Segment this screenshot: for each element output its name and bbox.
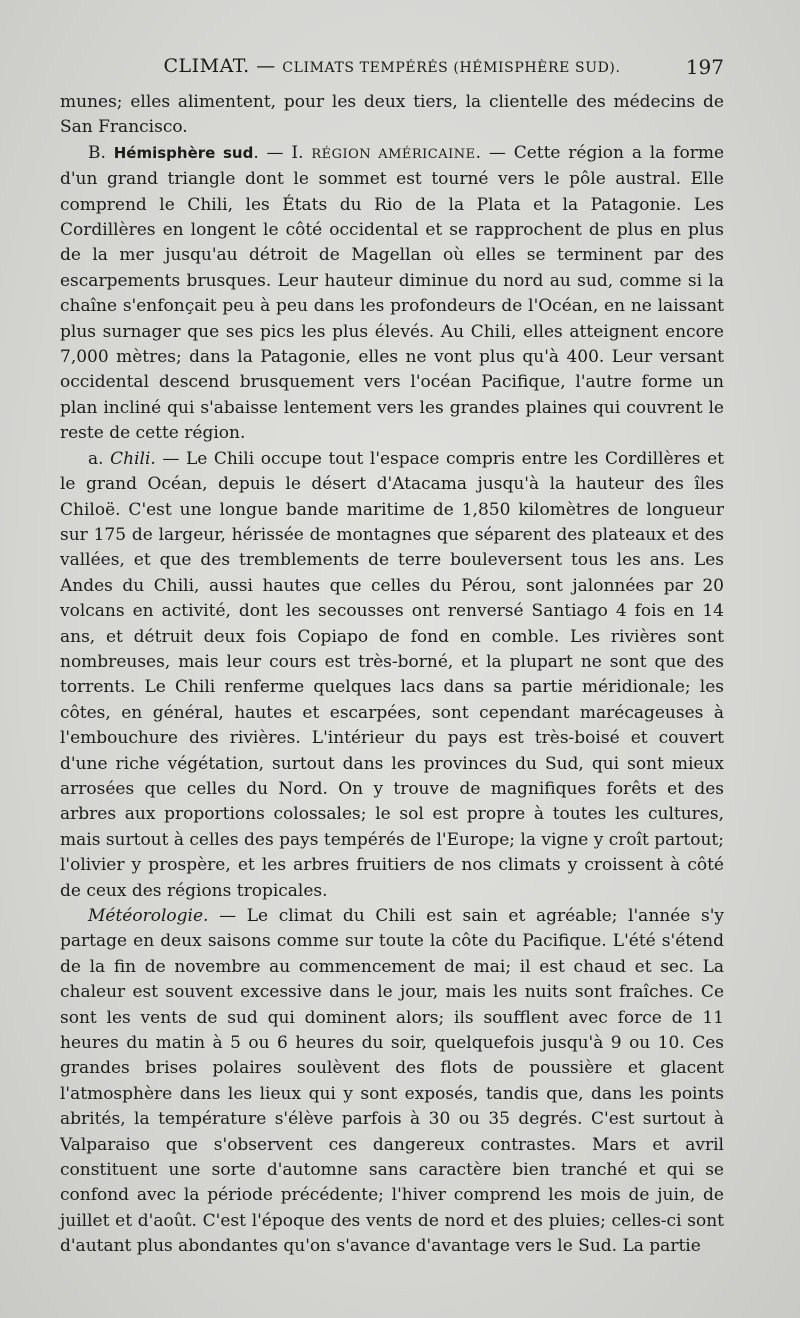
running-head-subtitle: CLIMATS TEMPÉRÉS (HÉMISPHÈRE SUD). [282,60,621,76]
section-separator: . — I. [253,142,312,163]
paragraph-1: munes; elles alimentent, pour les deux tiers, la clientelle des médecins de San Francisco. [60,92,724,138]
section-heading: Hémisphère sud [113,143,254,162]
running-head-main: CLIMAT. [163,55,250,77]
page-number: 197 [685,55,724,79]
section-label: B. [88,142,106,163]
running-head [60,55,724,85]
subsection-label: a. [88,448,104,469]
paragraph-2-text: . — Cette région a la forme d'un grand triangle dont le sommet est tourné vers le pôle austral. Elle comprend le Chili, les États du Rio de la Plata et la Patagonie. Les Cordillères en longent le côté occidental et se rapprochent de plus en plus de la mer jusqu'au détroit de Magellan où elles se terminent par des escarpements brusques. Leur hauteur diminue du nord au sud, comme si la chaîne s'enfonçait peu à peu dans les profondeurs de l'Océan, en ne laissant plus surnager que ses pics les plus élevés. Au Chili, elles atteignent encore 7,000 mètres; dans la Patagonie, elles ne vont plus qu'à 400. Leur versant occidental descend brusquement vers l'océan Pacifique, l'autre forme un plan incliné qui s'abaisse lentement vers les grandes plaines qui couvrent le reste de cette région. [60,142,724,444]
paragraph-4-text: — Le climat du Chili est sain et agréable; l'année s'y partage en deux saisons comme sur toute la côte du Pacifique. L'été s'étend de la fin de novembre au commencement de mai; il est chaud et sec. La chaleur est souvent excessive dans le jour, mais les nuits sont fraîches. Ce sont les vents de sud qui dominent alors; ils soufflent avec force de 11 heures du matin à 5 ou 6 heures du soir, quelquefois jusqu'à 9 ou 10. Ces grandes brises polaires soulèvent des flots de poussière et glacent l'atmosphère dans les lieux qui y sont exposés, tandis que, dans les points abrités, la température s'élève parfois à 30 ou 35 degrés. C'est surtout à Valparaiso que s'observent ces dangereux contrastes. Mars et avril constituent une sorte d'automne sans caractère bien tranché et qui se confond avec la période précédente; l'hiver comprend les mois de juin, de juillet et d'août. C'est l'époque des vents de nord et des pluies; celles-ci sont d'autant plus abondantes qu'on s'avance d'avantage vers le Sud. La partie [60,906,724,1257]
paragraph-3-text: — Le Chili occupe tout l'espace compris entre les Cordillères et le grand Océan, depuis le désert d'Atacama jusqu'à la hauteur des îles Chiloë. C'est une longue bande maritime de 1,850 kilomètres de longueur sur 175 de largeur, hérissée de montagnes que séparent des plateaux et des vallées, et que des tremblements de terre bouleversent tous les ans. Les Andes du Chili, aussi hautes que celles du Pérou, sont jalonnées par 20 volcans en activité, dont les secousses ont renversé Santiago 4 fois en 14 ans, et détruit deux fois Copiapo de fond en comble. Les rivières sont nombreuses, mais leur cours est très-borné, et la plupart ne sont que des torrents. Le Chili renferme quelques lacs dans sa partie méridionale; les côtes, en général, hautes et escarpées, sont cependant marécageuses à l'embouchure des rivières. L'intérieur du pays est très-boisé et couvert d'une riche végétation, surtout dans les provinces du Sud, qui sont mieux arrosées que celles du Nord. On y trouve de magnifiques forêts et des arbres aux proportions colossales; le sol est propre à toutes les cultures, mais surtout à celles des pays tempérés de l'Europe; la vigne y croît partout; l'olivier y prospère, et les arbres fruitiers de nos climats y croissent à côté de ceux des régions tropicales. [60,448,724,901]
region-heading: RÉGION AMÉRICAINE [311,146,476,162]
subsection-heading: Chili. [110,448,156,469]
running-head-separator: — [249,55,283,77]
paragraph-2 [60,141,724,447]
body-text [60,90,724,1260]
running-head-title [60,55,724,77]
meteorology-heading: Météorologie. [88,906,209,926]
paragraph-4 [60,904,724,1260]
paragraph-3 [60,447,724,904]
